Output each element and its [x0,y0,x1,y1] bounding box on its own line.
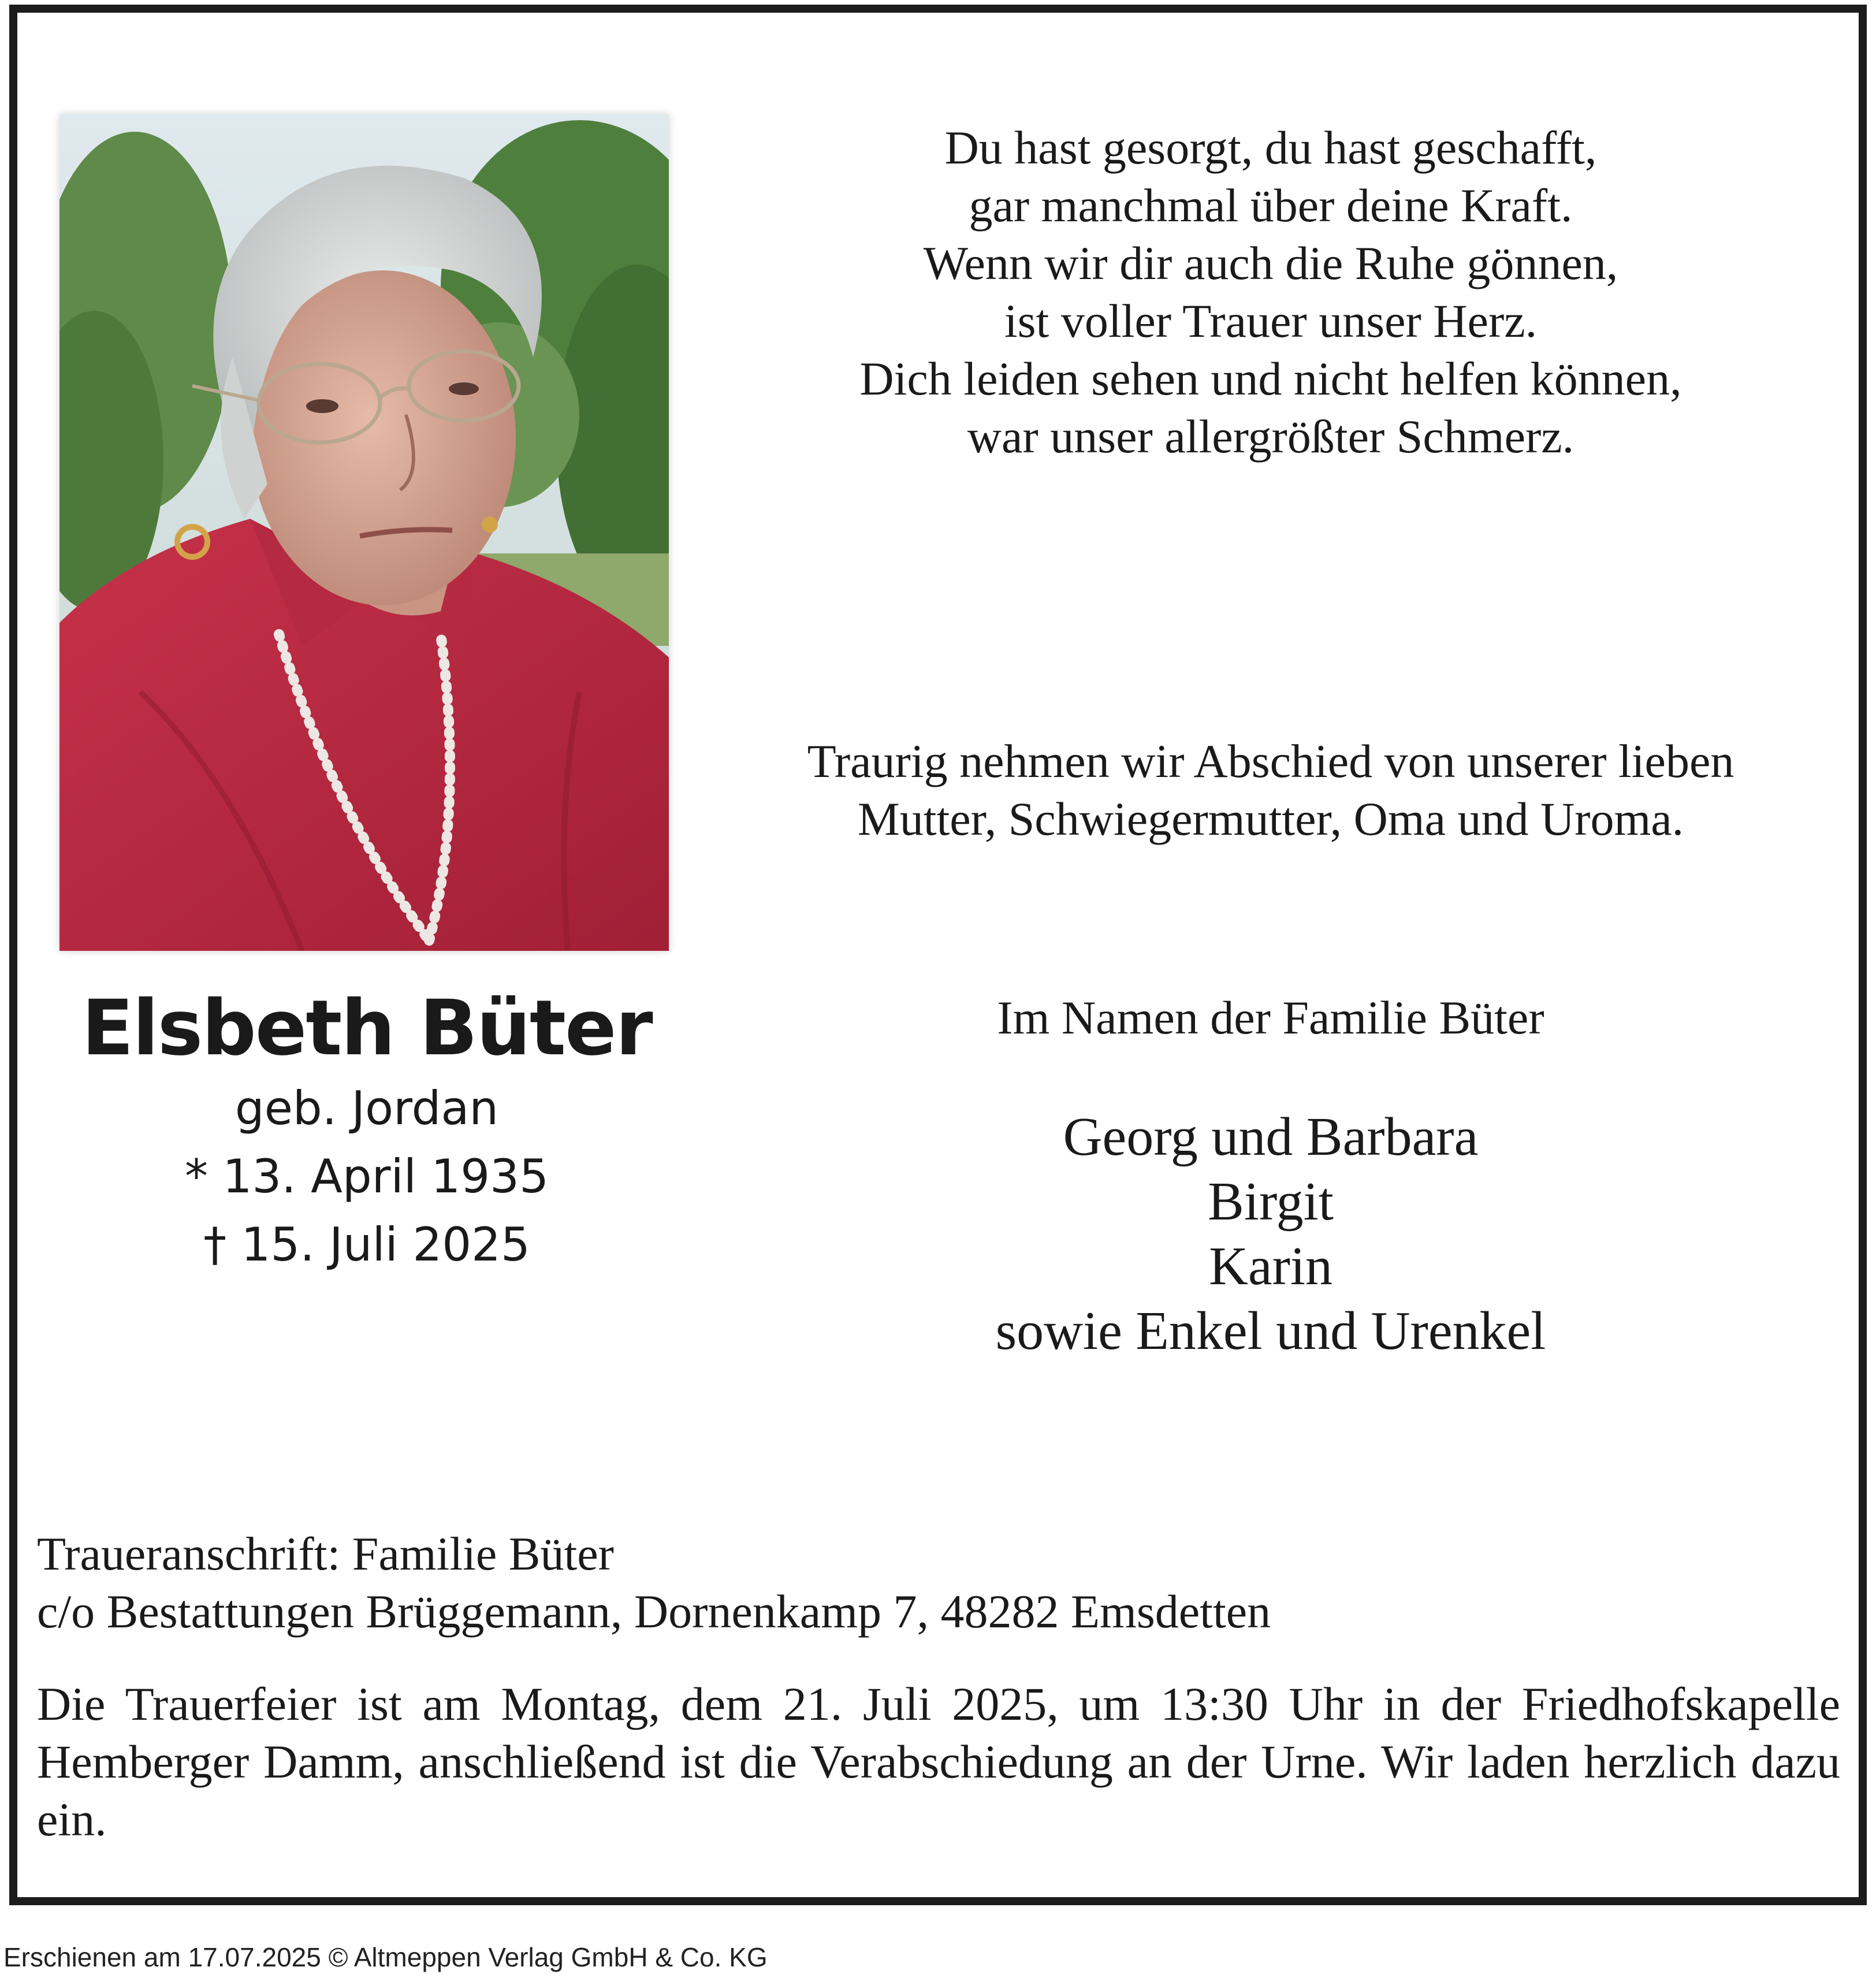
family-intro: Im Namen der Familie Büter [997,991,1544,1044]
address-line-2: c/o Bestattungen Brüggemann, Dornenkamp 7, 48282 Emsdetten [37,1585,1271,1638]
portrait-image [59,114,669,951]
ceremony-details: Die Trauerfeier ist am Montag, dem 21. Juli 2025, um 13:30 Uhr in der Friedhofskapelle Hemberger Damm, anschließend ist die Verabschiedung an der Urne. Wir laden herzlich dazu ein. [37,1678,1840,1846]
farewell-line: Mutter, Schwiegermutter, Oma und Uroma. [857,793,1684,845]
mourning-address [37,1525,1839,1641]
family-member: Birgit [1208,1172,1334,1232]
poem-line: Wenn wir dir auch die Ruhe gönnen, [923,237,1618,289]
deceased-info [58,982,676,1279]
poem-line: Du hast gesorgt, du hast geschafft, [944,121,1597,174]
maiden-name: geb. Jordan [234,1081,499,1135]
family-member: Georg und Barbara [1063,1107,1479,1167]
birth-date: * 13. April 1935 [185,1150,549,1203]
death-date: † 15. Juli 2025 [203,1218,530,1271]
publication-footer: Erschienen am 17.07.2025 © Altmeppen Verlag GmbH & Co. KG [3,1942,768,1972]
address-line-1: Traueranschrift: Familie Büter [37,1527,614,1580]
poem-line: Dich leiden sehen und nicht helfen können, [859,352,1682,405]
deceased-name: Elsbeth Büter [81,984,652,1073]
farewell-line: Traurig nehmen wir Abschied von unserer lieben [807,735,1734,787]
family-members [722,1105,1819,1363]
poem-line: war unser allergrößter Schmerz. [967,410,1574,463]
farewell-text [722,733,1819,848]
family-member: Karin [1208,1236,1333,1296]
poem-line: ist voller Trauer unser Herz. [1004,295,1538,347]
family-member: sowie Enkel und Urenkel [995,1301,1546,1361]
memorial-poem [722,119,1819,466]
portrait-photo [59,114,669,951]
poem-line: gar manchmal über deine Kraft. [969,179,1573,232]
